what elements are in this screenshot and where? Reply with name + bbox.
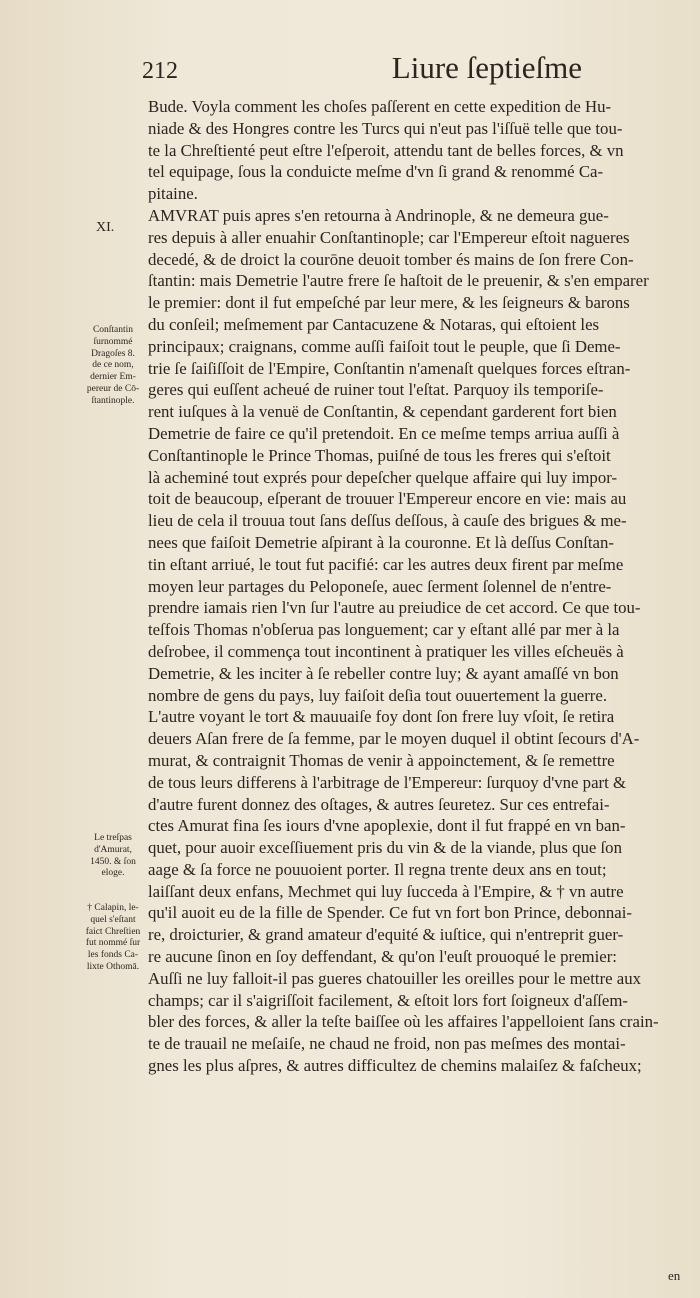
text-line: ctes Amurat fina ſes iours d'vne apoplexie, dont il fut frappé en vn ban- [148, 816, 626, 836]
text-line: L'autre voyant le tort & mauuaiſe foy dont ſon frere luy vſoit, ſe retira [148, 707, 615, 727]
text-line: de tous leurs differens à l'arbitrage de l'Empereur: ſurquoy d'vne part & [148, 772, 627, 792]
margin-note-line: Dragoſes 8. [91, 348, 135, 359]
margin-note-line: pereur de Cō- [86, 383, 140, 394]
text-line: tel equipage, ſous la conduicte meſme d'vn ſi grand & renommé Ca- [148, 162, 604, 182]
margin-note-constantin [78, 325, 148, 408]
text-line: AMVRAT puis apres s'en retourna à Andrinople, & ne demeura gue- [148, 205, 609, 225]
text-line: gnes les plus aſpres, & autres difficultez de chemins malaiſez & faſcheux; [148, 1056, 642, 1076]
text-line: decedé, & de droict la courōne deuoit tomber és mains de ſon frere Con- [148, 249, 634, 269]
text-line: Demetrie, & les inciter à ſe rebeller contre luy; & ayant amaſſé vn bon [148, 663, 619, 683]
page-header [142, 50, 582, 98]
text-line: le premier: dont il fut empeſché par leur mere, & les ſeigneurs & barons [148, 293, 630, 313]
text-line: moyen leur partages du Peloponeſe, auec ſerment ſolennel de n'entre- [148, 576, 612, 596]
margin-note-line: lixte Othomā. [86, 961, 140, 972]
text-line: murat, & contraignit Thomas de venir à appoinctement, & ſe remettre [148, 750, 615, 770]
margin-note-line: Le treſpas [94, 833, 132, 843]
text-line: teſfois Thomas n'obſerua pas longuement; car y eſtant allé par mer à la [148, 620, 620, 640]
text-line: Conſtantinople le Prince Thomas, puiſné de tous les freres qui s'eſtoit [148, 445, 611, 465]
text-line: nombre de gens du pays, luy faiſoit deſia tout ouuertement la guerre. [148, 685, 608, 705]
text-line: principaux; craignans, comme auſſi faiſoit tout le peuple, que ſi Deme- [148, 336, 621, 356]
text-line: re aucune ſinon en ſoy deffendant, & qu'on l'euſt prouoqué le premier: [148, 947, 617, 967]
chapter-marker: XI. [96, 220, 115, 235]
running-title: Liure ſeptieſme [391, 50, 582, 85]
page-number: 212 [142, 58, 178, 84]
margin-note-line: fut nommé ſur [85, 938, 141, 949]
text-line: te la Chreſtienté peut eſtre l'eſperoit, attendu tant de belles forces, & vn [148, 140, 624, 160]
margin-note-line: d'Amurat, [94, 844, 132, 855]
text-line: du conſeil; meſmement par Cantacuzene & Notaras, qui eſtoient les [148, 314, 600, 334]
text-line: prendre iamais rien l'vn ſur l'autre au preiudice de cet accord. Ce que tou- [148, 598, 641, 618]
text-line: d'autre furent donnez des oſtages, & autres ſeuretez. Sur ces entrefai- [148, 794, 610, 814]
text-line: Auſſi ne luy falloit-il pas gueres chatouiller les oreilles pour le mettre aux [148, 968, 642, 988]
text-line: niade & des Hongres contre les Turcs qui n'eut pas l'iſſuë telle que tou- [148, 118, 623, 138]
text-line: pitaine. [148, 184, 198, 204]
text-line: tin eſtant arriué, le tout fut pacifié: car les autres deux firent par meſme [148, 554, 624, 574]
text-line: ſtantin: mais Demetrie l'autre frere ſe haſtoit de le preuenir, & s'en emparer [148, 271, 649, 291]
text-line: te de trauail ne meſaiſe, ne chaud ne froid, non pas meſmes des montai- [148, 1034, 626, 1054]
text-line: qu'il auoit eu de la fille de Spender. Ce fut vn fort bon Prince, debonnai- [148, 903, 632, 923]
text-line: quet, pour auoir exceſſiuement pris du vin & de la viande, plus que ſon [148, 838, 622, 858]
text-line: geres qui euſſent acheué de ruiner tout l'eſtat. Parquoy ils temporiſe- [148, 380, 604, 400]
text-line: Demetrie de faire ce qu'il pretendoit. En ce meſme temps arriua auſſi à [148, 423, 620, 443]
text-line: re, droicturier, & grand amateur d'equité & iuſtice, qui n'entreprit guer- [148, 925, 624, 945]
margin-note-calapin [78, 903, 148, 974]
margin-note-line: † Calapin, le- [87, 903, 139, 913]
text-line: deſrobee, il commença tout incontinent à pratiquer les villes eſcheuës à [148, 641, 624, 661]
margin-note-amurat-death [78, 833, 148, 880]
text-line: rent iuſques à la venuë de Conſtantin, & cependant garderent fort bien [148, 402, 617, 422]
margin-note-line: de ce nom, [92, 360, 134, 371]
text-line: deuers Aſan frere de ſa femme, par le moyen duquel il obtint ſecours d'A- [148, 729, 640, 749]
margin-note-line: quel s'eſtant [90, 914, 136, 925]
text-line: lieu de cela il trouua tout ſans deſſus deſſous, à cauſe des brigues & me- [148, 511, 627, 531]
text-line: aage & ſa force ne pouuoient porter. Il regna trente deux ans en tout; [148, 859, 607, 879]
margin-note-line: ſurnommé [93, 336, 133, 347]
text-line: trie ſe ſaiſiſſoit de l'Empire, Conſtantin n'amenaſt quelques forces eſtran- [148, 358, 631, 378]
margin-note-line: faict Chreſtien [85, 926, 141, 937]
margin-note-line: dernier Em- [90, 372, 136, 383]
body-text [148, 96, 682, 1077]
text-line: Bude. Voyla comment les choſes paſſerent en cette expedition de Hu- [148, 97, 612, 116]
margin-note-line: eloge. [101, 868, 125, 879]
margin-note-line: ſtantinople. [91, 395, 135, 406]
margin-note-line: Conſtantin [92, 325, 134, 335]
margin-note-line: les fonds Ca- [87, 950, 139, 961]
text-line: toit de beaucoup, eſperant de trouuer l'Empereur encore en vie: mais au [148, 489, 627, 509]
text-line: là acheminé tout exprés pour depeſcher quelque affaire qui luy impor- [148, 467, 618, 487]
text-line: nees que faiſoit Demetrie aſpirant à la couronne. Et là deſſus Conſtan- [148, 532, 614, 552]
text-line: bler des forces, & aller la teſte baiſſee où les affaires l'appelloient ſans crain- [148, 1012, 659, 1032]
text-line: laiſſant deux enfans, Mechmet qui luy ſucceda à l'Empire, & † vn autre [148, 881, 624, 901]
catchword: en [668, 1268, 681, 1283]
margin-note-line: 1450. & ſon [90, 856, 136, 867]
text-line: res depuis à aller enuahir Conſtantinople; car l'Empereur eſtoit nagueres [148, 227, 630, 247]
text-line: champs; car il s'aigriſſoit facilement, & eſtoit lors fort ſoigneux d'aſſem- [148, 990, 628, 1010]
